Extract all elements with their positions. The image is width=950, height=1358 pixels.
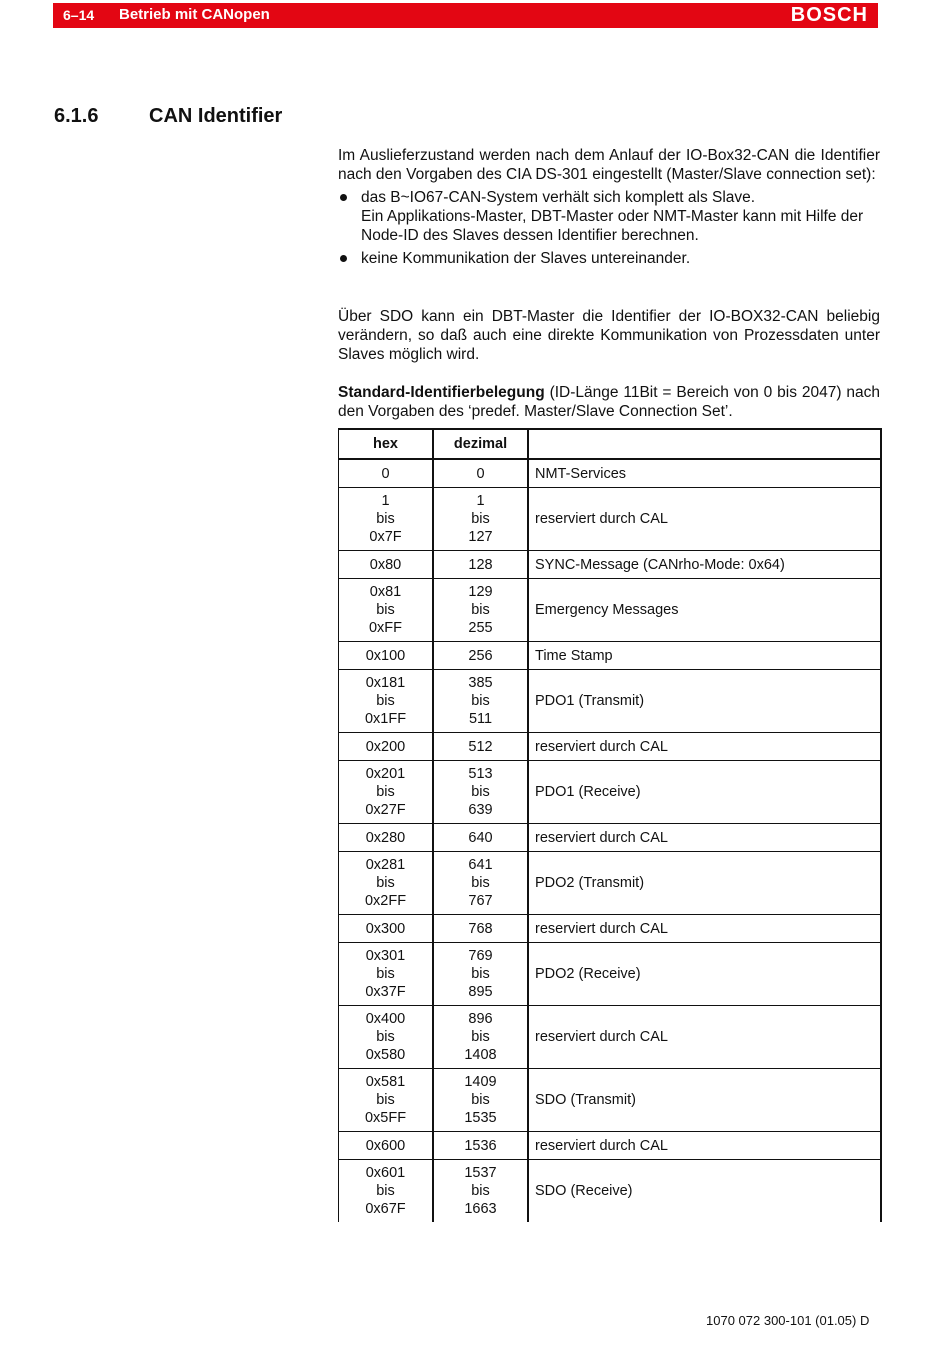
cell-hex: [339, 459, 434, 488]
cell-dezimal-line: 513: [468, 766, 493, 782]
cell-dezimal-line: 127: [468, 529, 493, 545]
cell-hex: [339, 943, 434, 1006]
cell-hex-line: 0x5FF: [364, 1110, 407, 1126]
cell-description: PDO2 (Transmit): [528, 852, 881, 915]
cell-dezimal-line: 1537: [464, 1165, 497, 1181]
cell-hex-line: bis: [376, 784, 395, 800]
cell-dezimal: [433, 1006, 528, 1069]
cell-dezimal: [433, 579, 528, 642]
cell-description: reserviert durch CAL: [528, 1132, 881, 1160]
cell-description: PDO1 (Receive): [528, 761, 881, 824]
cell-hex-line: 0x301: [365, 948, 406, 964]
table-row: [339, 824, 882, 852]
cell-hex: [339, 579, 434, 642]
table-header-row: [339, 429, 882, 459]
cell-hex-line: 0x201: [365, 766, 406, 782]
cell-hex-line: 0x280: [365, 829, 406, 846]
cell-description: reserviert durch CAL: [528, 915, 881, 943]
cell-hex-line: 0x600: [365, 1137, 406, 1154]
cell-dezimal-line: 1535: [464, 1110, 497, 1126]
cell-hex-line: bis: [376, 511, 395, 527]
footer-document-number: 1070 072 300-101 (01.05) D: [706, 1313, 870, 1328]
cell-dezimal: [433, 670, 528, 733]
cell-dezimal-line: bis: [471, 875, 490, 891]
cell-dezimal-line: 1409: [464, 1074, 497, 1090]
cell-dezimal: [433, 551, 528, 579]
column-header-description: [528, 429, 881, 459]
cell-dezimal-line: bis: [471, 1029, 490, 1045]
cell-hex-line: 0: [381, 465, 390, 482]
cell-dezimal-line: 385: [468, 675, 493, 691]
bosch-logo: BOSCH: [790, 4, 868, 26]
bullet-item: [338, 188, 880, 245]
cell-dezimal: [433, 1160, 528, 1223]
cell-hex-line: bis: [376, 1183, 395, 1199]
cell-description: PDO2 (Receive): [528, 943, 881, 1006]
cell-dezimal-line: 895: [468, 984, 493, 1000]
table-row: [339, 1132, 882, 1160]
cell-dezimal: [433, 488, 528, 551]
cell-dezimal-line: 128: [468, 556, 493, 573]
cell-description: SDO (Transmit): [528, 1069, 881, 1132]
cell-hex-line: 0x7F: [369, 529, 402, 545]
cell-dezimal: [433, 943, 528, 1006]
cell-hex-line: 1: [381, 493, 390, 509]
section-title: CAN Identifier: [149, 105, 283, 127]
cell-hex-line: bis: [376, 602, 395, 618]
cell-hex: [339, 1132, 434, 1160]
cell-hex-line: 0x181: [365, 675, 406, 691]
cell-hex: [339, 824, 434, 852]
cell-dezimal: [433, 761, 528, 824]
cell-hex: [339, 915, 434, 943]
can-identifier-table: [338, 428, 882, 1222]
cell-dezimal-line: 768: [468, 920, 493, 937]
sdo-block: [338, 307, 880, 364]
table-row: [339, 915, 882, 943]
cell-dezimal-line: bis: [471, 602, 490, 618]
cell-description: Time Stamp: [528, 642, 881, 670]
bullet-dot-icon: [340, 194, 347, 201]
bullet-text: das B~IO67-CAN-System verhält sich komplett als Slave.: [361, 189, 756, 206]
cell-dezimal-line: bis: [471, 1092, 490, 1108]
cell-hex: [339, 1160, 434, 1223]
column-header-dezimal: dezimal: [433, 429, 528, 459]
standard-paragraph: [338, 383, 880, 421]
cell-hex-line: bis: [376, 966, 395, 982]
cell-description: Emergency Messages: [528, 579, 881, 642]
cell-description: PDO1 (Transmit): [528, 670, 881, 733]
cell-dezimal-line: bis: [471, 966, 490, 982]
cell-dezimal-line: 256: [468, 647, 493, 664]
cell-dezimal-line: 1663: [464, 1201, 497, 1217]
bullet-subtext: Ein Applikations-Master, DBT-Master oder NMT-Master kann mit Hilfe der Node-ID des Slaves dessen Identifier berechnen.: [361, 208, 864, 244]
cell-description: reserviert durch CAL: [528, 488, 881, 551]
cell-dezimal-line: 639: [468, 802, 493, 818]
bullet-item: [338, 249, 880, 268]
table-row: [339, 733, 882, 761]
cell-dezimal-line: 767: [468, 893, 493, 909]
cell-description: reserviert durch CAL: [528, 733, 881, 761]
cell-hex: [339, 852, 434, 915]
cell-dezimal-line: 641: [468, 857, 493, 873]
cell-hex: [339, 733, 434, 761]
cell-dezimal: [433, 459, 528, 488]
cell-hex-line: 0x580: [365, 1047, 406, 1063]
cell-dezimal-line: 0: [476, 465, 485, 482]
cell-description: SYNC-Message (CANrho-Mode: 0x64): [528, 551, 881, 579]
cell-description: reserviert durch CAL: [528, 1006, 881, 1069]
cell-dezimal-line: 640: [468, 829, 493, 846]
cell-description: SDO (Receive): [528, 1160, 881, 1223]
cell-dezimal-line: 896: [468, 1011, 493, 1027]
cell-hex-line: 0x37F: [365, 984, 406, 1000]
cell-hex-line: 0x281: [365, 857, 406, 873]
section-number: 6.1.6: [54, 105, 99, 127]
sdo-paragraph: Über SDO kann ein DBT-Master die Identifier der IO-BOX32-CAN beliebig verändern, so daß auch eine direkte Kommunikation von Prozessdaten unter Slaves möglich wird.: [338, 308, 880, 363]
table-row: [339, 670, 882, 733]
intro-block: [338, 146, 880, 272]
cell-hex: [339, 551, 434, 579]
cell-dezimal-line: bis: [471, 1183, 490, 1199]
table-row: [339, 1160, 882, 1223]
cell-hex-line: 0xFF: [368, 620, 403, 636]
cell-hex: [339, 1069, 434, 1132]
table-row: [339, 551, 882, 579]
cell-dezimal-line: bis: [471, 511, 490, 527]
table-row: [339, 459, 882, 488]
cell-dezimal-line: 129: [468, 584, 493, 600]
cell-hex-line: 0x100: [365, 647, 406, 664]
standard-block: [338, 383, 880, 421]
cell-hex-line: 0x601: [365, 1165, 406, 1181]
cell-hex-line: 0x2FF: [364, 893, 407, 909]
column-header-hex: hex: [339, 429, 434, 459]
cell-dezimal: [433, 1069, 528, 1132]
cell-description: reserviert durch CAL: [528, 824, 881, 852]
intro-bullet-list: [338, 188, 880, 268]
table-row: [339, 1069, 882, 1132]
cell-dezimal-line: 769: [468, 948, 493, 964]
cell-hex: [339, 1006, 434, 1069]
cell-dezimal-line: 1408: [464, 1047, 497, 1063]
page-number: 6–14: [63, 7, 95, 23]
cell-dezimal: [433, 1132, 528, 1160]
bullet-text: keine Kommunikation der Slaves untereinander.: [361, 250, 691, 267]
cell-hex-line: 0x81: [369, 584, 402, 600]
table-row: [339, 761, 882, 824]
table-row: [339, 852, 882, 915]
table-row: [339, 642, 882, 670]
cell-dezimal: [433, 852, 528, 915]
cell-dezimal-line: 1536: [464, 1137, 497, 1154]
cell-dezimal: [433, 642, 528, 670]
table-row: [339, 488, 882, 551]
cell-dezimal-line: bis: [471, 784, 490, 800]
cell-hex-line: bis: [376, 1029, 395, 1045]
cell-hex-line: 0x27F: [365, 802, 406, 818]
cell-dezimal-line: bis: [471, 693, 490, 709]
cell-hex-line: bis: [376, 693, 395, 709]
table-row: [339, 579, 882, 642]
cell-dezimal-line: 512: [468, 738, 493, 755]
cell-dezimal: [433, 824, 528, 852]
cell-dezimal: [433, 733, 528, 761]
cell-hex-line: 0x581: [365, 1074, 406, 1090]
cell-dezimal: [433, 915, 528, 943]
cell-hex-line: bis: [376, 1092, 395, 1108]
cell-hex: [339, 642, 434, 670]
bullet-dot-icon: [340, 255, 347, 262]
cell-hex: [339, 670, 434, 733]
cell-hex-line: 0x400: [365, 1011, 406, 1027]
cell-dezimal-line: 511: [468, 711, 493, 727]
standard-label: Standard-Identifierbelegung: [338, 384, 545, 401]
cell-hex-line: 0x1FF: [364, 711, 407, 727]
cell-hex-line: bis: [376, 875, 395, 891]
cell-hex: [339, 488, 434, 551]
cell-hex: [339, 761, 434, 824]
standard-text: (ID-Länge 11Bit = Bereich von 0 bis 2047) nach den Vorgaben des ‘predef. Master/Slave Connection Set’.: [338, 384, 880, 420]
cell-hex-line: 0x80: [369, 556, 402, 573]
page-header-bar: [53, 3, 878, 28]
chapter-title: Betrieb mit CANopen: [119, 6, 270, 23]
cell-dezimal-line: 1: [476, 493, 485, 509]
cell-hex-line: 0x200: [365, 738, 406, 755]
cell-hex-line: 0x300: [365, 920, 406, 937]
table-body: [339, 459, 882, 1222]
intro-paragraph: Im Auslieferzustand werden nach dem Anlauf der IO-Box32-CAN die Identifier nach den Vorgaben des CIA DS-301 eingestellt (Master/Slave connection set):: [338, 147, 880, 183]
cell-dezimal-line: 255: [468, 620, 493, 636]
table-row: [339, 943, 882, 1006]
cell-hex-line: 0x67F: [365, 1201, 406, 1217]
cell-description: NMT-Services: [528, 459, 881, 488]
table-row: [339, 1006, 882, 1069]
